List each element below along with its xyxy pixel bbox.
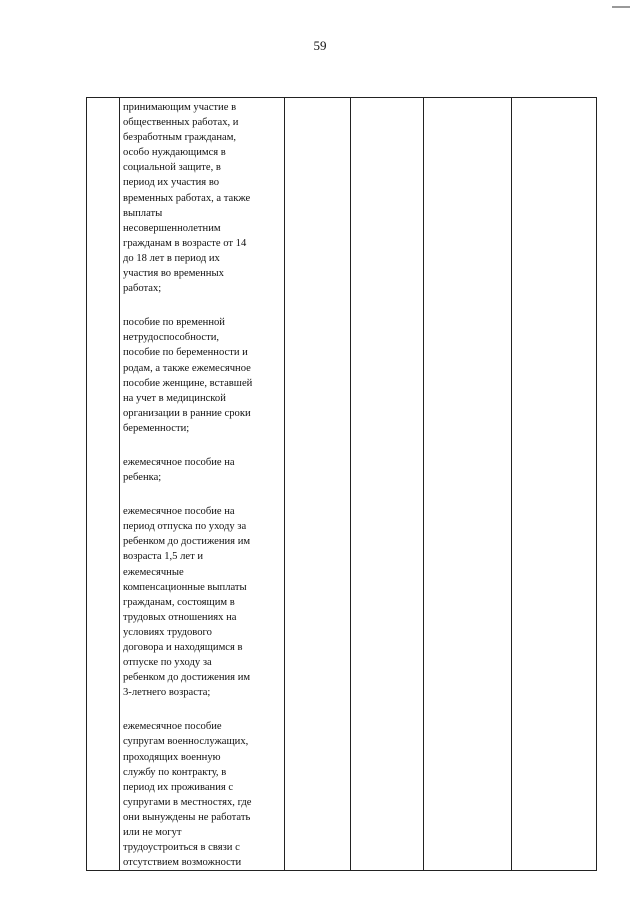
paragraph-military-spouses: ежемесячное пособие супругам военнослужащих, проходящих военную службу по контракту, в период их проживания с супругами в местностях, где они вынуждены не работать или не могут трудоустроиться в связи с отсутствием возможности xyxy=(123,721,252,869)
document-table xyxy=(86,97,597,871)
paragraph-child-benefit: ежемесячное пособие на ребенка; xyxy=(123,456,235,484)
page-number: 59 xyxy=(313,38,327,53)
cell-text-block xyxy=(120,98,284,870)
scan-edge-mark xyxy=(612,6,630,8)
table-cell-description xyxy=(120,98,285,871)
table-row xyxy=(87,98,597,871)
table-cell-col-5 xyxy=(424,98,512,871)
table-cell-col-6 xyxy=(512,98,597,871)
paragraph-childcare-leave: ежемесячное пособие на период отпуска по уходу за ребенком до достижения им возраста 1,5 лет и ежемесячные компенсационные выплаты гражданам, состоящим в трудовых отношениях на условиях трудового договора и находящимся в отпуске по уходу за ребенком до достижения им 3-летнего возраста; xyxy=(123,506,251,699)
table-cell-col-4 xyxy=(351,98,424,871)
table-cell-col-3 xyxy=(285,98,351,871)
table-cell-number xyxy=(87,98,120,871)
paragraph-temporary-disability: пособие по временной нетрудоспособности, пособие по беременности и родам, а также ежемесячное пособие женщине, вставшей на учет в медицинской организации в ранние сроки беременности; xyxy=(123,317,253,434)
paragraph-public-works: принимающим участие в общественных работах, и безработным гражданам, особо нуждающимся в социальной защите, в период их участия во временных работах, а также выплаты несовершеннолетним гражданам в возрасте от 14 до 18 лет в период их участия во временных работах; xyxy=(123,102,251,295)
